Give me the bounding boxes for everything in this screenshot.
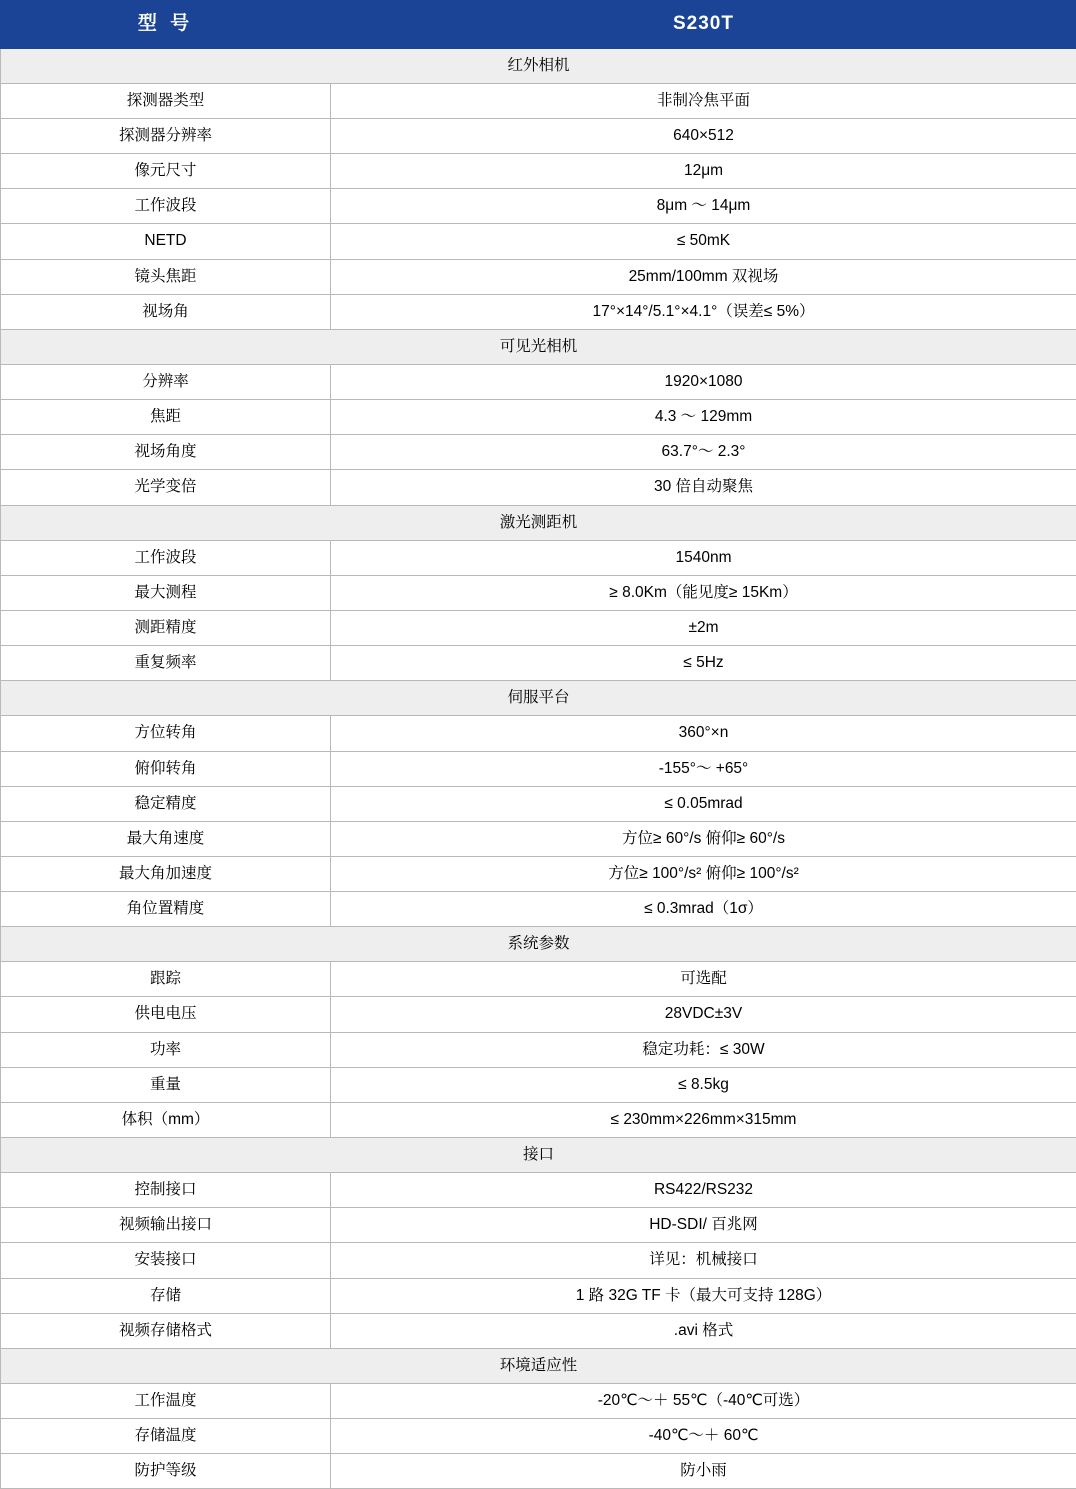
spec-value: 稳定功耗：≤ 30W [331,1032,1076,1067]
spec-value: ≤ 50mK [331,224,1076,259]
spec-label: 分辨率 [1,364,331,399]
table-row [1,646,1076,681]
table-row [1,1067,1076,1102]
section-header-row [1,681,1076,716]
table-row [1,1102,1076,1137]
spec-value: 防小雨 [331,1454,1076,1489]
spec-value: 详见：机械接口 [331,1243,1076,1278]
table-row [1,962,1076,997]
header-model-cell: S230T [331,1,1076,49]
section-title: 系统参数 [1,927,1076,962]
table-row [1,1278,1076,1313]
spec-value: ≤ 0.05mrad [331,786,1076,821]
spec-value: 25mm/100mm 双视场 [331,259,1076,294]
spec-table-body [1,1,1076,1489]
spec-label: 控制接口 [1,1173,331,1208]
spec-label: 跟踪 [1,962,331,997]
spec-label: 方位转角 [1,716,331,751]
section-title: 激光测距机 [1,505,1076,540]
table-row [1,364,1076,399]
table-row [1,1032,1076,1067]
spec-label: 工作波段 [1,540,331,575]
section-header-row [1,1348,1076,1383]
spec-value: 1 路 32G TF 卡（最大可支持 128G） [331,1278,1076,1313]
spec-label: 体积（mm） [1,1102,331,1137]
spec-value: 方位≥ 100°/s² 俯仰≥ 100°/s² [331,856,1076,891]
spec-label: 稳定精度 [1,786,331,821]
spec-label: 重量 [1,1067,331,1102]
spec-label: 视场角 [1,294,331,329]
spec-label: 防护等级 [1,1454,331,1489]
spec-label: 安装接口 [1,1243,331,1278]
section-header-row [1,329,1076,364]
spec-value: .avi 格式 [331,1313,1076,1348]
spec-value: 17°×14°/5.1°×4.1°（误差≤ 5%） [331,294,1076,329]
spec-label: 焦距 [1,400,331,435]
spec-label: 存储 [1,1278,331,1313]
spec-value: 4.3 〜 129mm [331,400,1076,435]
table-row [1,470,1076,505]
spec-label: 俯仰转角 [1,751,331,786]
spec-value: 640×512 [331,118,1076,153]
spec-value: -20℃〜＋ 55℃（-40℃可选） [331,1384,1076,1419]
spec-label: 探测器分辨率 [1,118,331,153]
table-row [1,83,1076,118]
table-row [1,716,1076,751]
section-title: 环境适应性 [1,1348,1076,1383]
table-row [1,856,1076,891]
table-row [1,786,1076,821]
spec-value: -40℃〜＋ 60℃ [331,1419,1076,1454]
spec-label: 角位置精度 [1,892,331,927]
spec-value: ≤ 0.3mrad（1σ） [331,892,1076,927]
section-header-row [1,927,1076,962]
spec-value: HD-SDI/ 百兆网 [331,1208,1076,1243]
spec-value: ≤ 8.5kg [331,1067,1076,1102]
table-row [1,118,1076,153]
spec-label: 视频输出接口 [1,1208,331,1243]
spec-value: 1920×1080 [331,364,1076,399]
section-header-row [1,1138,1076,1173]
spec-value: 63.7°〜 2.3° [331,435,1076,470]
section-title: 可见光相机 [1,329,1076,364]
spec-value: ≤ 230mm×226mm×315mm [331,1102,1076,1137]
table-row [1,892,1076,927]
table-row [1,1384,1076,1419]
table-row [1,400,1076,435]
spec-label: 重复频率 [1,646,331,681]
spec-label: 视场角度 [1,435,331,470]
spec-value: 方位≥ 60°/s 俯仰≥ 60°/s [331,821,1076,856]
spec-label: 最大角加速度 [1,856,331,891]
table-row [1,224,1076,259]
spec-label: 存储温度 [1,1419,331,1454]
table-header-row [1,1,1076,49]
spec-label: NETD [1,224,331,259]
table-row [1,751,1076,786]
table-row [1,1243,1076,1278]
spec-value: 非制冷焦平面 [331,83,1076,118]
section-title: 接口 [1,1138,1076,1173]
spec-value: 12μm [331,154,1076,189]
spec-label: 光学变倍 [1,470,331,505]
spec-value: 360°×n [331,716,1076,751]
table-row [1,259,1076,294]
spec-value: -155°〜 +65° [331,751,1076,786]
spec-label: 视频存储格式 [1,1313,331,1348]
spec-label: 工作温度 [1,1384,331,1419]
spec-label: 探测器类型 [1,83,331,118]
spec-value: 30 倍自动聚焦 [331,470,1076,505]
spec-value: ≥ 8.0Km（能见度≥ 15Km） [331,575,1076,610]
header-label-cell: 型 号 [1,1,331,49]
table-row [1,997,1076,1032]
table-row [1,610,1076,645]
spec-label: 工作波段 [1,189,331,224]
section-title: 伺服平台 [1,681,1076,716]
table-row [1,1454,1076,1489]
section-header-row [1,505,1076,540]
spec-value: 28VDC±3V [331,997,1076,1032]
spec-value: 8μm 〜 14μm [331,189,1076,224]
table-row [1,540,1076,575]
table-row [1,1208,1076,1243]
table-row [1,189,1076,224]
spec-value: RS422/RS232 [331,1173,1076,1208]
spec-value: 1540nm [331,540,1076,575]
section-title: 红外相机 [1,48,1076,83]
spec-label: 像元尺寸 [1,154,331,189]
table-row [1,1419,1076,1454]
table-row [1,154,1076,189]
spec-label: 最大角速度 [1,821,331,856]
table-row [1,1313,1076,1348]
spec-label: 功率 [1,1032,331,1067]
table-row [1,575,1076,610]
section-header-row [1,48,1076,83]
table-row [1,435,1076,470]
spec-label: 最大测程 [1,575,331,610]
spec-value: ±2m [331,610,1076,645]
table-row [1,1173,1076,1208]
table-row [1,294,1076,329]
spec-label: 供电电压 [1,997,331,1032]
spec-value: ≤ 5Hz [331,646,1076,681]
spec-label: 镜头焦距 [1,259,331,294]
spec-label: 测距精度 [1,610,331,645]
table-row [1,821,1076,856]
spec-value: 可选配 [331,962,1076,997]
